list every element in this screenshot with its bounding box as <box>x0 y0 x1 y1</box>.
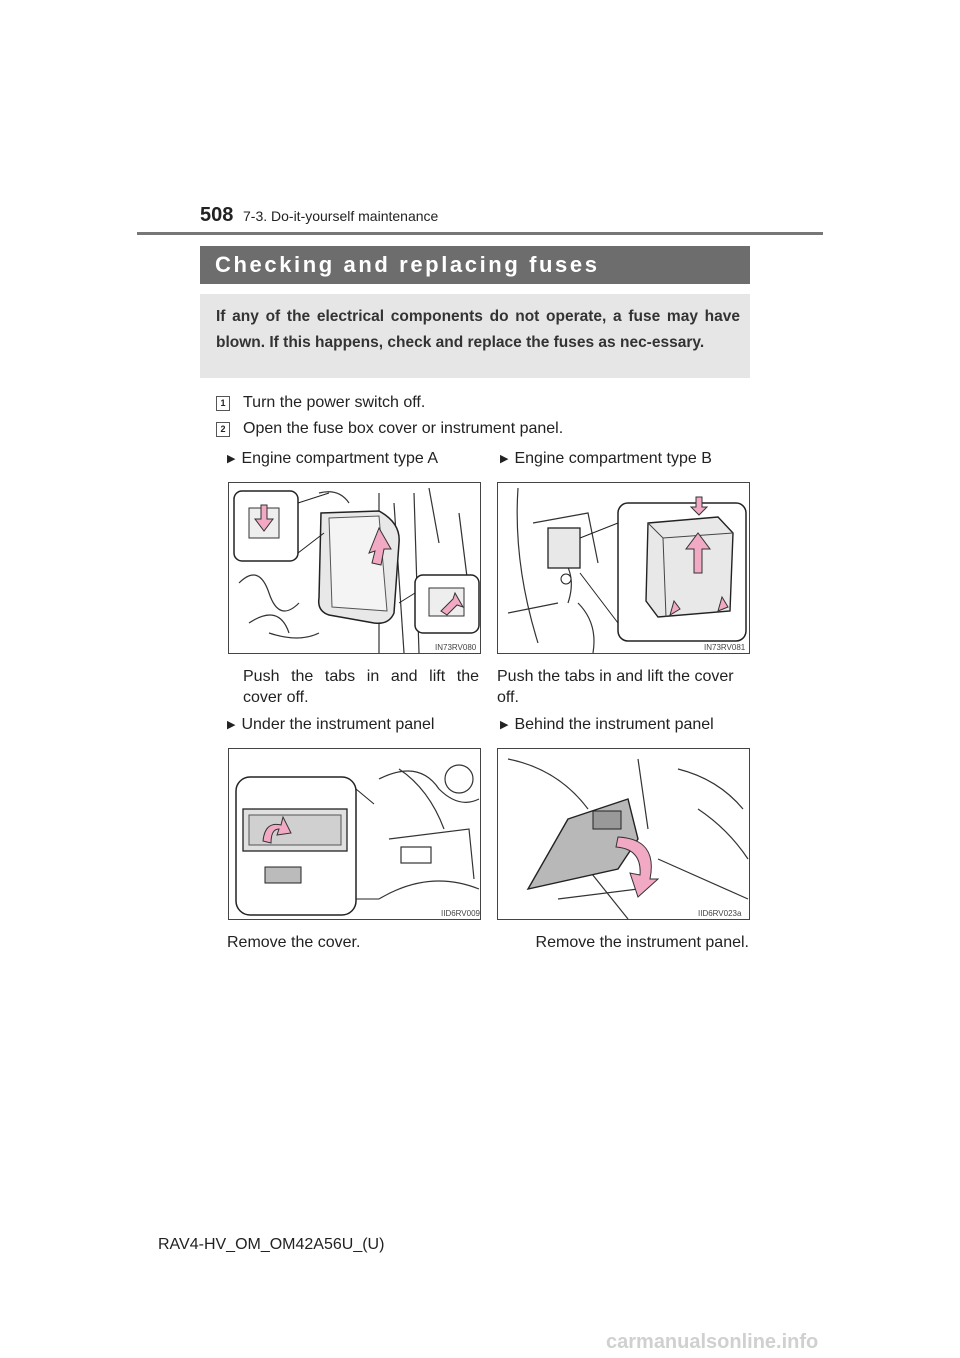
step-1-text: Turn the power switch off. <box>243 394 426 411</box>
footer-doc-code: RAV4-HV_OM_OM42A56U_(U) <box>158 1236 385 1253</box>
watermark: carmanualsonline.info <box>606 1331 819 1353</box>
engine-b-illustration <box>498 483 750 654</box>
triangle-bullet-icon: ▶ <box>227 453 236 465</box>
figure-code: IID6RV023a <box>698 909 742 918</box>
header-rule <box>137 232 823 235</box>
figure-code: IN73RV081 <box>704 643 746 652</box>
triangle-bullet-icon: ▶ <box>500 719 509 731</box>
caption-behind-panel: Remove the instrument panel. <box>535 934 749 951</box>
triangle-bullet-icon: ▶ <box>227 719 236 731</box>
figure-engine-compartment-a <box>228 482 481 654</box>
page-title: Checking and replacing fuses <box>215 252 600 277</box>
page-title-bar <box>200 246 750 284</box>
page-number: 508 <box>200 204 234 226</box>
under-panel-illustration <box>229 749 481 920</box>
figure-label-under-panel: ▶ Under the instrument panel <box>227 716 435 733</box>
section-title: 7-3. Do-it-yourself maintenance <box>243 208 439 224</box>
figure-label-behind-panel: ▶ Behind the instrument panel <box>500 716 714 733</box>
figure-engine-compartment-b <box>497 482 750 654</box>
engine-a-illustration <box>229 483 481 654</box>
figure-under-instrument-panel <box>228 748 481 920</box>
caption-engine-b: Push the tabs in and lift the cover off. <box>497 668 734 706</box>
figure-behind-instrument-panel <box>497 748 750 920</box>
figure-code: IN73RV080 <box>435 643 477 652</box>
figure-label-engine-b: ▶ Engine compartment type B <box>500 450 712 467</box>
step-1-badge: 1 <box>216 396 230 411</box>
behind-panel-illustration <box>498 749 750 920</box>
triangle-bullet-icon: ▶ <box>500 453 509 465</box>
step-2-badge: 2 <box>216 422 230 437</box>
figure-code: IID6RV009 <box>441 909 480 918</box>
step-2-text: Open the fuse box cover or instrument panel. <box>243 420 564 437</box>
intro-box: If any of the electrical components do not operate, a fuse may have blown. If this happens, check and replace the fuses as nec-essary. <box>200 294 750 378</box>
caption-engine-a: Push the tabs in and lift the cover off. <box>243 668 479 706</box>
figure-label-engine-a: ▶ Engine compartment type A <box>227 450 439 467</box>
caption-under-panel: Remove the cover. <box>227 934 361 951</box>
